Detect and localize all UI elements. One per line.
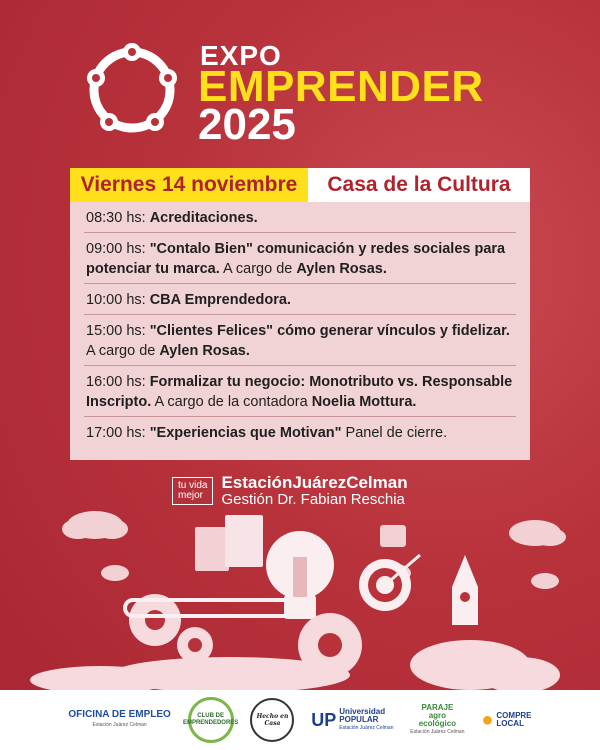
club-emprendedores-logo: CLUB DE EMPRENDEDORES (188, 697, 234, 743)
title-expo: EXPO (200, 40, 282, 71)
event-date: Viernes 14 noviembre (70, 168, 308, 202)
event-header (70, 168, 530, 202)
schedule-item-highlight: Aylen Rosas. (159, 343, 250, 359)
schedule-item-text: 15:00 hs: (86, 323, 150, 339)
universidad-popular-logo: UP Universidad POPULAR Estación Juárez Celman (311, 707, 394, 731)
oficina-empleo-logo: OFICINA DE EMPLEO Estación Juárez Celman (68, 709, 171, 728)
schedule-item-text: A cargo de (86, 343, 160, 359)
hecho-en-casa-logo: Hecho en Casa (250, 698, 294, 742)
schedule-item-text: 16:00 hs: (86, 374, 150, 390)
schedule-item-highlight: CBA Emprendedora. (149, 292, 291, 308)
schedule-list (70, 202, 530, 460)
schedule-item-highlight: "Experiencias que Motivan" (149, 425, 342, 441)
location-pin-icon: ● (481, 709, 494, 731)
schedule-item (84, 366, 516, 417)
brand-tagline-2: mejor (178, 490, 204, 501)
municipal-brand (172, 474, 408, 508)
schedule-item-text: 17:00 hs: (86, 425, 150, 441)
schedule-item-text: 08:30 hs: (86, 210, 150, 226)
schedule-item (84, 233, 516, 284)
schedule-item-highlight: Acreditaciones. (149, 210, 258, 226)
schedule-item (84, 202, 516, 233)
up-mark-icon: UP (311, 709, 337, 730)
schedule-item-highlight: "Contalo Bien" comunicación y redes sociales para potenciar tu marca. (86, 241, 506, 277)
compre-local-logo: ● COMPRE LOCAL (481, 709, 532, 731)
entrepreneurship-illustration-icon (0, 505, 600, 690)
title-year: 2025 (198, 100, 296, 149)
title-emprender: EMPRENDER (198, 62, 484, 111)
paraje-agroecologico-logo: PARAJE agro ecológico Estación Juárez Celman (410, 703, 465, 735)
event-place: Casa de la Cultura (308, 168, 530, 202)
schedule-item-text: A cargo de la contadora (151, 394, 312, 410)
schedule-item-highlight: "Clientes Felices" cómo generar vínculos y fidelizar. (149, 323, 510, 339)
expo-logo-icon (82, 40, 182, 140)
schedule-item-highlight: Formalizar tu negocio: Monotributo vs. Responsable Inscripto. (86, 374, 513, 410)
schedule-item-text: Panel de cierre. (341, 425, 448, 441)
brand-tagline-1: tu vida (178, 480, 208, 491)
brand-sub: Gestión Dr. Fabian Reschia (221, 491, 405, 508)
schedule-item (84, 417, 516, 447)
schedule-item (84, 315, 516, 366)
schedule-item (84, 284, 516, 315)
sponsors-footer (0, 690, 600, 750)
schedule-item-highlight: Noelia Mottura. (311, 394, 417, 410)
schedule-item-text: 09:00 hs: (86, 241, 150, 257)
brand-tagline-box (172, 477, 213, 505)
schedule-item-highlight: Aylen Rosas. (296, 261, 387, 277)
schedule-item-text: 10:00 hs: (86, 292, 150, 308)
schedule-item-text: A cargo de (219, 261, 297, 277)
brand-name: EstaciónJuárezCelman (221, 473, 408, 492)
